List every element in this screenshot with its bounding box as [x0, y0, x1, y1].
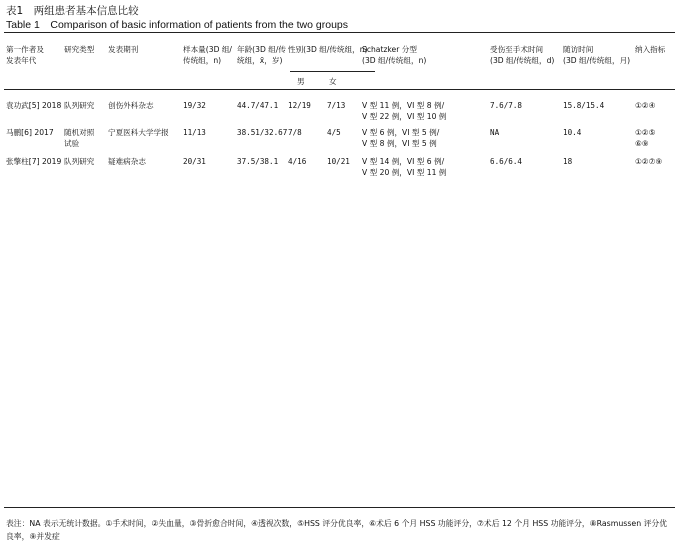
- header-rule: [4, 89, 675, 90]
- header-sex-female: 女: [329, 77, 337, 86]
- row-2-criteria: ①②⑤ ⑥⑨: [635, 128, 656, 148]
- top-rule: [4, 32, 675, 33]
- row-1-age: 44.7/47.1: [237, 101, 279, 110]
- row-2-author: 马鹏[6] 2017: [6, 128, 54, 137]
- row-1-followup: 15.8/15.4: [563, 101, 605, 110]
- row-3-age: 37.5/38.1: [237, 157, 279, 166]
- row-3-female: 10/21: [327, 157, 350, 166]
- row-3-injury: 6.6/6.4: [490, 157, 523, 166]
- row-1-author: 袁功武[5] 2018: [6, 101, 62, 110]
- row-3-schatzker: V 型 14 例，VI 型 6 例/ V 型 20 例，VI 型 11 例: [362, 157, 447, 177]
- row-2-male: 7/8: [288, 128, 302, 137]
- sex-subrule: [290, 71, 375, 72]
- row-3-followup: 18: [563, 157, 573, 166]
- row-2-followup: 10.4: [563, 128, 582, 137]
- header-age: 年龄(3D 组/传 统组，x̄，岁): [237, 45, 286, 65]
- row-1-type: 队列研究: [64, 101, 95, 110]
- header-criteria: 纳入指标: [635, 45, 666, 54]
- header-type: 研究类型: [64, 45, 95, 54]
- header-injury-time: 受伤至手术时间 (3D 组/传统组，d): [490, 45, 555, 65]
- row-2-sample: 11/13: [183, 128, 206, 137]
- row-1-female: 7/13: [327, 101, 346, 110]
- row-3-sample: 20/31: [183, 157, 206, 166]
- table-caption-en: Table 1 Comparison of basic information of patients from the two groups: [6, 19, 349, 31]
- row-1-criteria: ①②④: [635, 101, 656, 110]
- row-2-journal: 宁夏医科大学学报: [108, 128, 169, 137]
- row-2-type: 随机对照 试验: [64, 128, 95, 148]
- header-followup: 随访时间 (3D 组/传统组，月): [563, 45, 631, 65]
- row-3-criteria: ①②⑦⑨: [635, 157, 663, 166]
- row-3-type: 队列研究: [64, 157, 95, 166]
- row-2-female: 4/5: [327, 128, 341, 137]
- row-1-journal: 创伤外科杂志: [108, 101, 154, 110]
- table-caption-zh: 表1 两组患者基本信息比较: [6, 5, 139, 17]
- row-2-injury: NA: [490, 128, 500, 137]
- row-1-schatzker: V 型 11 例，VI 型 8 例/ V 型 22 例，VI 型 10 例: [362, 101, 447, 121]
- row-3-author: 张擎柱[7] 2019: [6, 157, 62, 166]
- header-sex: 性别(3D 组/传统组，n): [288, 45, 368, 54]
- row-3-journal: 疑难病杂志: [108, 157, 146, 166]
- header-schatzker: Schatzker 分型 (3D 组/传统组，n): [362, 45, 427, 65]
- row-2-schatzker: V 型 6 例，VI 型 5 例/ V 型 8 例，VI 型 5 例: [362, 128, 440, 148]
- header-sample: 样本量(3D 组/ 传统组，n): [183, 45, 232, 65]
- row-3-male: 4/16: [288, 157, 307, 166]
- row-1-sample: 19/32: [183, 101, 206, 110]
- table-footnote: 表注：NA 表示无统计数据。①手术时间，②失血量，③骨折愈合时间，④透视次数，⑤HSS 评分优良率，⑥术后 6 个月 HSS 功能评分，⑦术后 12 个月 HSS 功能评分，⑧Rasmussen 评分优良率，⑨并发症: [6, 519, 668, 541]
- header-journal: 发表期刊: [108, 45, 139, 54]
- row-1-injury: 7.6/7.8: [490, 101, 523, 110]
- row-1-male: 12/19: [288, 101, 311, 110]
- header-sex-male: 男: [297, 77, 305, 86]
- bottom-rule: [4, 507, 675, 508]
- row-2-age: 38.51/32.67: [237, 128, 288, 137]
- header-author: 第一作者及 发表年代: [6, 45, 44, 65]
